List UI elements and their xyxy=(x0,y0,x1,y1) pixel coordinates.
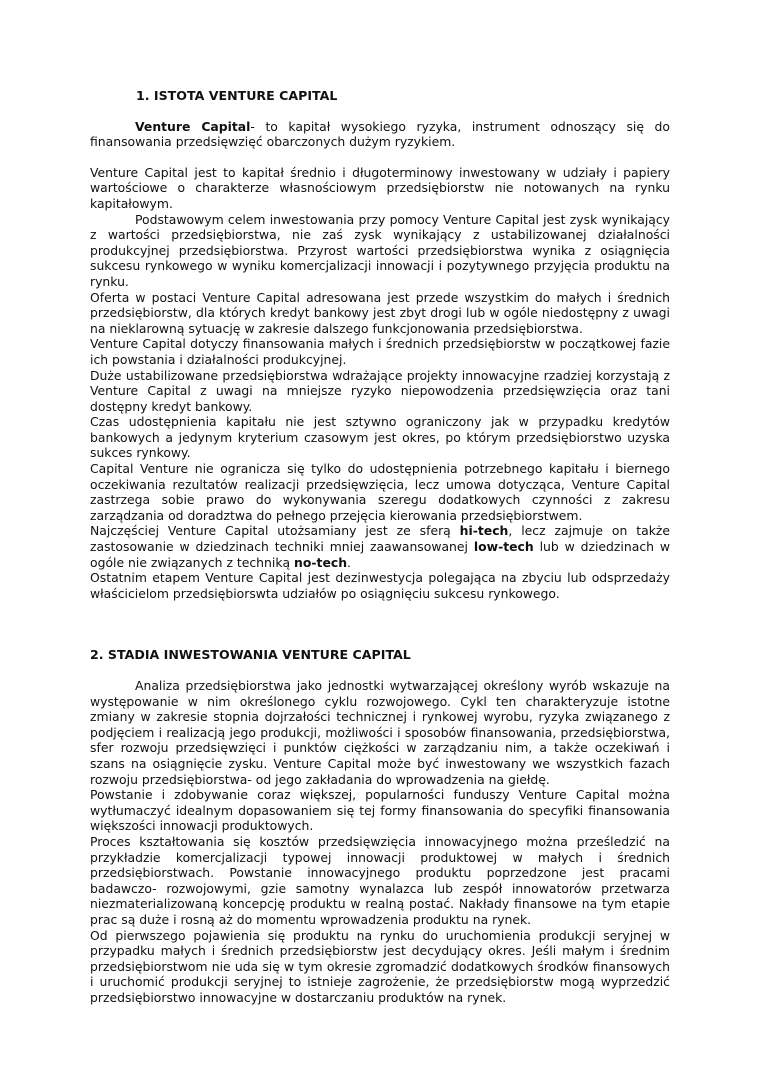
s1-paragraph-9: Ostatnim etapem Venture Capital jest dezinwestycja polegająca na zbyciu lub odsprzedaży właścicielom przedsiębiorswta udziałów po osiągnięciu sukcesu rynkowego. xyxy=(90,570,670,601)
definition-term: Venture Capital xyxy=(135,118,251,134)
s1-paragraph-2: Podstawowym celem inwestowania przy pomocy Venture Capital jest zysk wynikający z wartości przedsiębiorstwa, nie zaś zysk wynikający z ustabilizowanej działalności produkcyjnej przedsiębiorstwa. Przyrost wartości przedsiębiorstwa wynika z osiągnięcia sukcesu rynkowego w wyniku komercjalizacji innowacji i pozytywnego przyjęcia produktu na rynku. xyxy=(90,211,670,289)
s2-paragraph-3: Proces kształtowania się kosztów przedsięwzięcia innowacyjnego można prześledzić na przykładzie komercjalizacji typowej innowacji produktowej w małych i średnich przedsiębiorstwach. Powstanie innowacyjnego produktu poprzedzone jest pracami badawczo- rozwojowymi, gzie samotny wynalazca lub zespół innowatorów przetwarza niezmaterializowaną koncepcję produktu w realną postać. Nakłady finansowe na tym etapie prac są duże i rosną aż do momentu wprowadzenia produktu na rynek. xyxy=(90,833,670,927)
document-page xyxy=(90,88,670,1005)
s1-paragraph-8 xyxy=(90,523,670,570)
s1-p8-text-a: Najczęściej Venture Capital utożsamiany jest ze sferą xyxy=(90,523,460,539)
s1-paragraph-3: Oferta w postaci Venture Capital adresowana jest przede wszystkim do małych i średnich przedsiębiorstw, dla których kredyt bankowy jest zbyt drogi lub w ogóle niedostępny z uwagi na nieklarowną sytuację w zakresie dalszego funkcjonowania przedsiębiorstwa. xyxy=(90,289,670,336)
definition-paragraph xyxy=(90,119,670,150)
s1-p8-text-c: , lecz zajmuje on także zastosowanie w dziedzinach techniki mniej zaawansowanej xyxy=(90,523,670,555)
s1-paragraph-4: Venture Capital dotyczy finansowania małych i średnich przedsiębiorstw w początkowej fazie ich powstania i działalności produkcyjnej. xyxy=(90,336,670,367)
s1-p8-text-e: lub w dziedzinach w ogóle nie związanych z techniką xyxy=(90,539,670,570)
s2-paragraph-2: Powstanie i zdobywanie coraz większej, popularności funduszy Venture Capital można wytłumaczyć idealnym dopasowaniem się tej formy finansowania do specyfiki finansowania większości innowacji produktowych. xyxy=(90,787,670,834)
s1-paragraph-6: Czas udostępnienia kapitału nie jest sztywno ograniczony jak w przypadku kredytów bankowych a jedynym kryterium czasowym jest okres, po którym przedsiębiorstwo uzyska sukces rynkowy. xyxy=(90,414,670,461)
definition-text: - to kapitał wysokiego ryzyka, instrument odnoszący się do finansowania przedsięwzięć obarczonych dużym ryzykiem. xyxy=(90,118,670,150)
s1-paragraph-5: Duże ustabilizowane przedsiębiorstwa wdrażające projekty innowacyjne rzadziej korzystają z Venture Capital z uwagi na mniejsze ryzyko niepowodzenia przedsięwzięcia oraz tani dostępny kredyt bankowy. xyxy=(90,367,670,414)
section-2-heading: 2. STADIA INWESTOWANIA VENTURE CAPITAL xyxy=(90,647,411,663)
s2-paragraph-1: Analiza przedsiębiorstwa jako jednostki wytwarzającej określony wyrób wskazuje na występowanie w nim określonego cyklu rozwojowego. Cykl ten charakteryzuje istotne zmiany w zakresie stopnia dojrzałości technicznej i rynkowej wyrobu, ryzyka związanego z podjęciem i realizacją jego produkcji, możliwości i sposobów finansowania, przedsiębiorstwa, sfer rozwoju przedsięwzięci i punktów ciężkości w zarządzaniu nim, a także oczekiwań i szans na osiągnięcie zysku. Venture Capital może być inwestowany we wszystkich fazach rozwoju przedsiębiorstwa- od jego zakładania do wprowadzenia na giełdę. xyxy=(90,678,670,787)
no-tech-term: no-tech xyxy=(294,554,348,570)
section-1-heading: 1. ISTOTA VENTURE CAPITAL xyxy=(136,88,338,103)
hi-tech-term: hi-tech xyxy=(459,523,509,539)
s1-paragraph-7: Capital Venture nie ogranicza się tylko do udostępnienia potrzebnego kapitału i biernego oczekiwania rezultatów realizacji przedsięwzięcia, lecz umowa dotycząca, Venture Capital zastrzega sobie prawo do wykonywania szeregu dodatkowych czynności z zakresu zarządzania od doradztwa do pełnego przejęcia kierowania przedsiębiorstwem. xyxy=(90,461,670,523)
s1-p8-text-g: . xyxy=(347,554,351,570)
s1-paragraph-1: Venture Capital jest to kapitał średnio i długoterminowy inwestowany w udziały i papiery wartościowe o charakterze własnościowym przedsiębiorstw nie notowanych na rynku kapitałowym. xyxy=(90,164,670,211)
s2-paragraph-4: Od pierwszego pojawienia się produktu na rynku do uruchomienia produkcji seryjnej w przypadku małych i średnich przedsiębiorstw jest decydujący okres. Jeśli małym i średnim przedsiębiorstwom nie uda się w tym okresie zgromadzić dodatkowych środków finansowych i uruchomić produkcji seryjnej to istnieje zagrożenie, że przedsiębiorstw mogą wyprzedzić przedsiębiorstwo innowacyjne w dostarczaniu produktów na rynek. xyxy=(90,927,670,1005)
low-tech-term: low-tech xyxy=(473,539,534,555)
section-2 xyxy=(90,647,670,1005)
